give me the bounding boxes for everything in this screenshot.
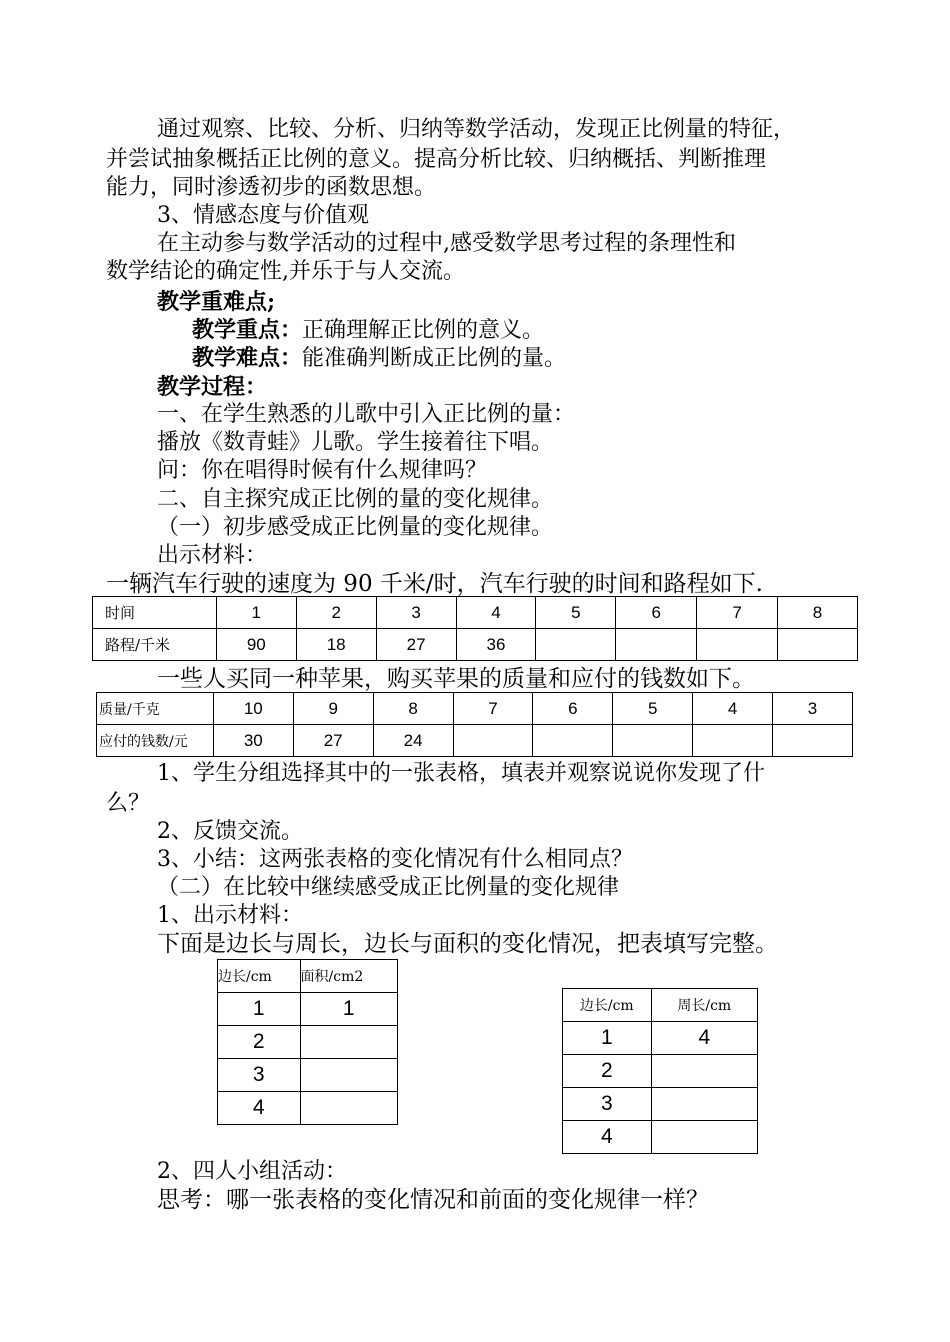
table-cell: 4 <box>563 1121 652 1154</box>
para-line: 能力，同时渗透初步的函数思想。 <box>106 175 437 200</box>
table-cell: 3 <box>773 693 853 725</box>
table-cell-empty <box>773 725 853 757</box>
para-line: 2、四人小组活动： <box>157 1159 347 1184</box>
table-cell: 30 <box>213 725 293 757</box>
para-line: 1、出示材料： <box>157 903 303 928</box>
para-line: （一）初步感受成正比例量的变化规律。 <box>157 515 554 540</box>
table-cell: 27 <box>376 629 456 661</box>
para-line: 1、学生分组选择其中的一张表格，填表并观察说说你发现了什 <box>157 761 765 786</box>
table-header-row <box>563 989 758 1022</box>
para-line: 3、小结：这两张表格的变化情况有什么相同点？ <box>157 847 633 872</box>
table-row <box>97 725 853 757</box>
table-cell: 3 <box>563 1088 652 1121</box>
table-cell: 4 <box>218 1092 301 1125</box>
speed-table <box>92 596 858 661</box>
key-point-label: 教学重点： <box>192 317 303 343</box>
table-cell-empty <box>778 629 858 661</box>
key-point <box>192 316 544 345</box>
table-cell-empty <box>613 725 693 757</box>
table-cell: 90 <box>216 629 296 661</box>
para-line: 通过观察、比较、分析、归纳等数学活动，发现正比例量的特征， <box>157 117 796 142</box>
para-line: 在主动参与数学活动的过程中,感受数学思考过程的条理性和 <box>157 231 736 256</box>
column-header: 面积/cm2 <box>300 960 397 993</box>
table-cell-empty <box>300 1026 397 1059</box>
table-header-row <box>218 960 398 993</box>
table-cell: 7 <box>453 693 533 725</box>
table-cell: 1 <box>218 993 301 1026</box>
table-cell: 4 <box>651 1022 757 1055</box>
table-cell: 24 <box>373 725 453 757</box>
table-cell-empty <box>536 629 616 661</box>
table-cell-empty <box>651 1055 757 1088</box>
table-row <box>563 1121 758 1154</box>
section-heading: 3、情感态度与价值观 <box>157 203 369 228</box>
difficult-point <box>192 344 566 373</box>
para-line: 出示材料： <box>157 543 268 568</box>
table-cell: 3 <box>218 1059 301 1092</box>
para-line: 么？ <box>106 791 151 816</box>
table-cell-empty <box>651 1121 757 1154</box>
table-cell-label: 质量/千克 <box>97 693 214 725</box>
para-line: 一、在学生熟悉的儿歌中引入正比例的量： <box>157 402 576 427</box>
para-line: 播放《数青蛙》儿歌。学生接着往下唱。 <box>157 430 554 455</box>
table-cell: 2 <box>563 1055 652 1088</box>
table-cell-empty <box>533 725 613 757</box>
column-header: 周长/cm <box>651 989 757 1022</box>
table-cell: 1 <box>563 1022 652 1055</box>
table-row <box>218 1026 398 1059</box>
table-cell: 5 <box>613 693 693 725</box>
table-cell-empty <box>616 629 697 661</box>
para-line: 并尝试抽象概括正比例的意义。提高分析比较、归纳概括、判断推理 <box>106 147 767 172</box>
table-cell: 4 <box>693 693 773 725</box>
table-cell-empty <box>651 1088 757 1121</box>
table-cell: 6 <box>616 597 697 629</box>
table-cell-empty <box>697 629 778 661</box>
heading-process: 教学过程： <box>157 374 268 400</box>
heading-key-difficult: 教学重难点; <box>157 289 276 315</box>
para-line: 问：你在唱得时候有什么规律吗？ <box>157 458 488 483</box>
para-line: 下面是边长与周长，边长与面积的变化情况，把表填写完整。 <box>157 931 778 957</box>
difficult-point-text: 能准确判断成正比例的量。 <box>302 346 567 371</box>
difficult-point-label: 教学难点： <box>192 345 303 371</box>
table-cell: 4 <box>456 597 536 629</box>
key-point-text: 正确理解正比例的意义。 <box>302 318 545 343</box>
table-cell: 8 <box>778 597 858 629</box>
table-cell: 27 <box>293 725 373 757</box>
area-table <box>217 959 398 1125</box>
table-cell: 2 <box>296 597 376 629</box>
para-line: （二）在比较中继续感受成正比例量的变化规律 <box>157 875 620 900</box>
apple-table <box>96 692 853 757</box>
column-header: 边长/cm <box>218 960 301 993</box>
table-cell: 3 <box>376 597 456 629</box>
table-cell: 9 <box>293 693 373 725</box>
table-row <box>218 1059 398 1092</box>
table-row <box>93 629 858 661</box>
table-cell: 5 <box>536 597 616 629</box>
table-row <box>563 1088 758 1121</box>
table-cell-label: 应付的钱数/元 <box>97 725 214 757</box>
table-cell-empty <box>693 725 773 757</box>
para-line: 一辆汽车行驶的速度为 90 千米/时，汽车行驶的时间和路程如下. <box>106 571 763 597</box>
table-row <box>93 597 858 629</box>
para-line: 数学结论的确定性,并乐于与人交流。 <box>106 259 465 284</box>
perimeter-table <box>562 988 758 1154</box>
para-line: 二、自主探究成正比例的量的变化规律。 <box>157 487 554 512</box>
para-line: 思考：哪一张表格的变化情况和前面的变化规律一样？ <box>157 1187 709 1213</box>
table-cell: 1 <box>216 597 296 629</box>
para-line: 2、反馈交流。 <box>157 819 303 844</box>
table-cell-label: 时间 <box>93 597 217 629</box>
table-row <box>563 1055 758 1088</box>
table-cell: 7 <box>697 597 778 629</box>
table-cell: 8 <box>373 693 453 725</box>
table-cell: 10 <box>213 693 293 725</box>
para-line: 一些人买同一种苹果，购买苹果的质量和应付的钱数如下。 <box>157 666 755 692</box>
table-cell: 2 <box>218 1026 301 1059</box>
table-cell-empty <box>300 1092 397 1125</box>
table-cell-empty <box>453 725 533 757</box>
column-header: 边长/cm <box>563 989 652 1022</box>
table-row <box>218 993 398 1026</box>
table-cell: 36 <box>456 629 536 661</box>
table-row <box>97 693 853 725</box>
table-cell: 18 <box>296 629 376 661</box>
table-row <box>563 1022 758 1055</box>
table-row <box>218 1092 398 1125</box>
table-cell: 6 <box>533 693 613 725</box>
table-cell-empty <box>300 1059 397 1092</box>
table-cell: 1 <box>300 993 397 1026</box>
table-cell-label: 路程/千米 <box>93 629 217 661</box>
